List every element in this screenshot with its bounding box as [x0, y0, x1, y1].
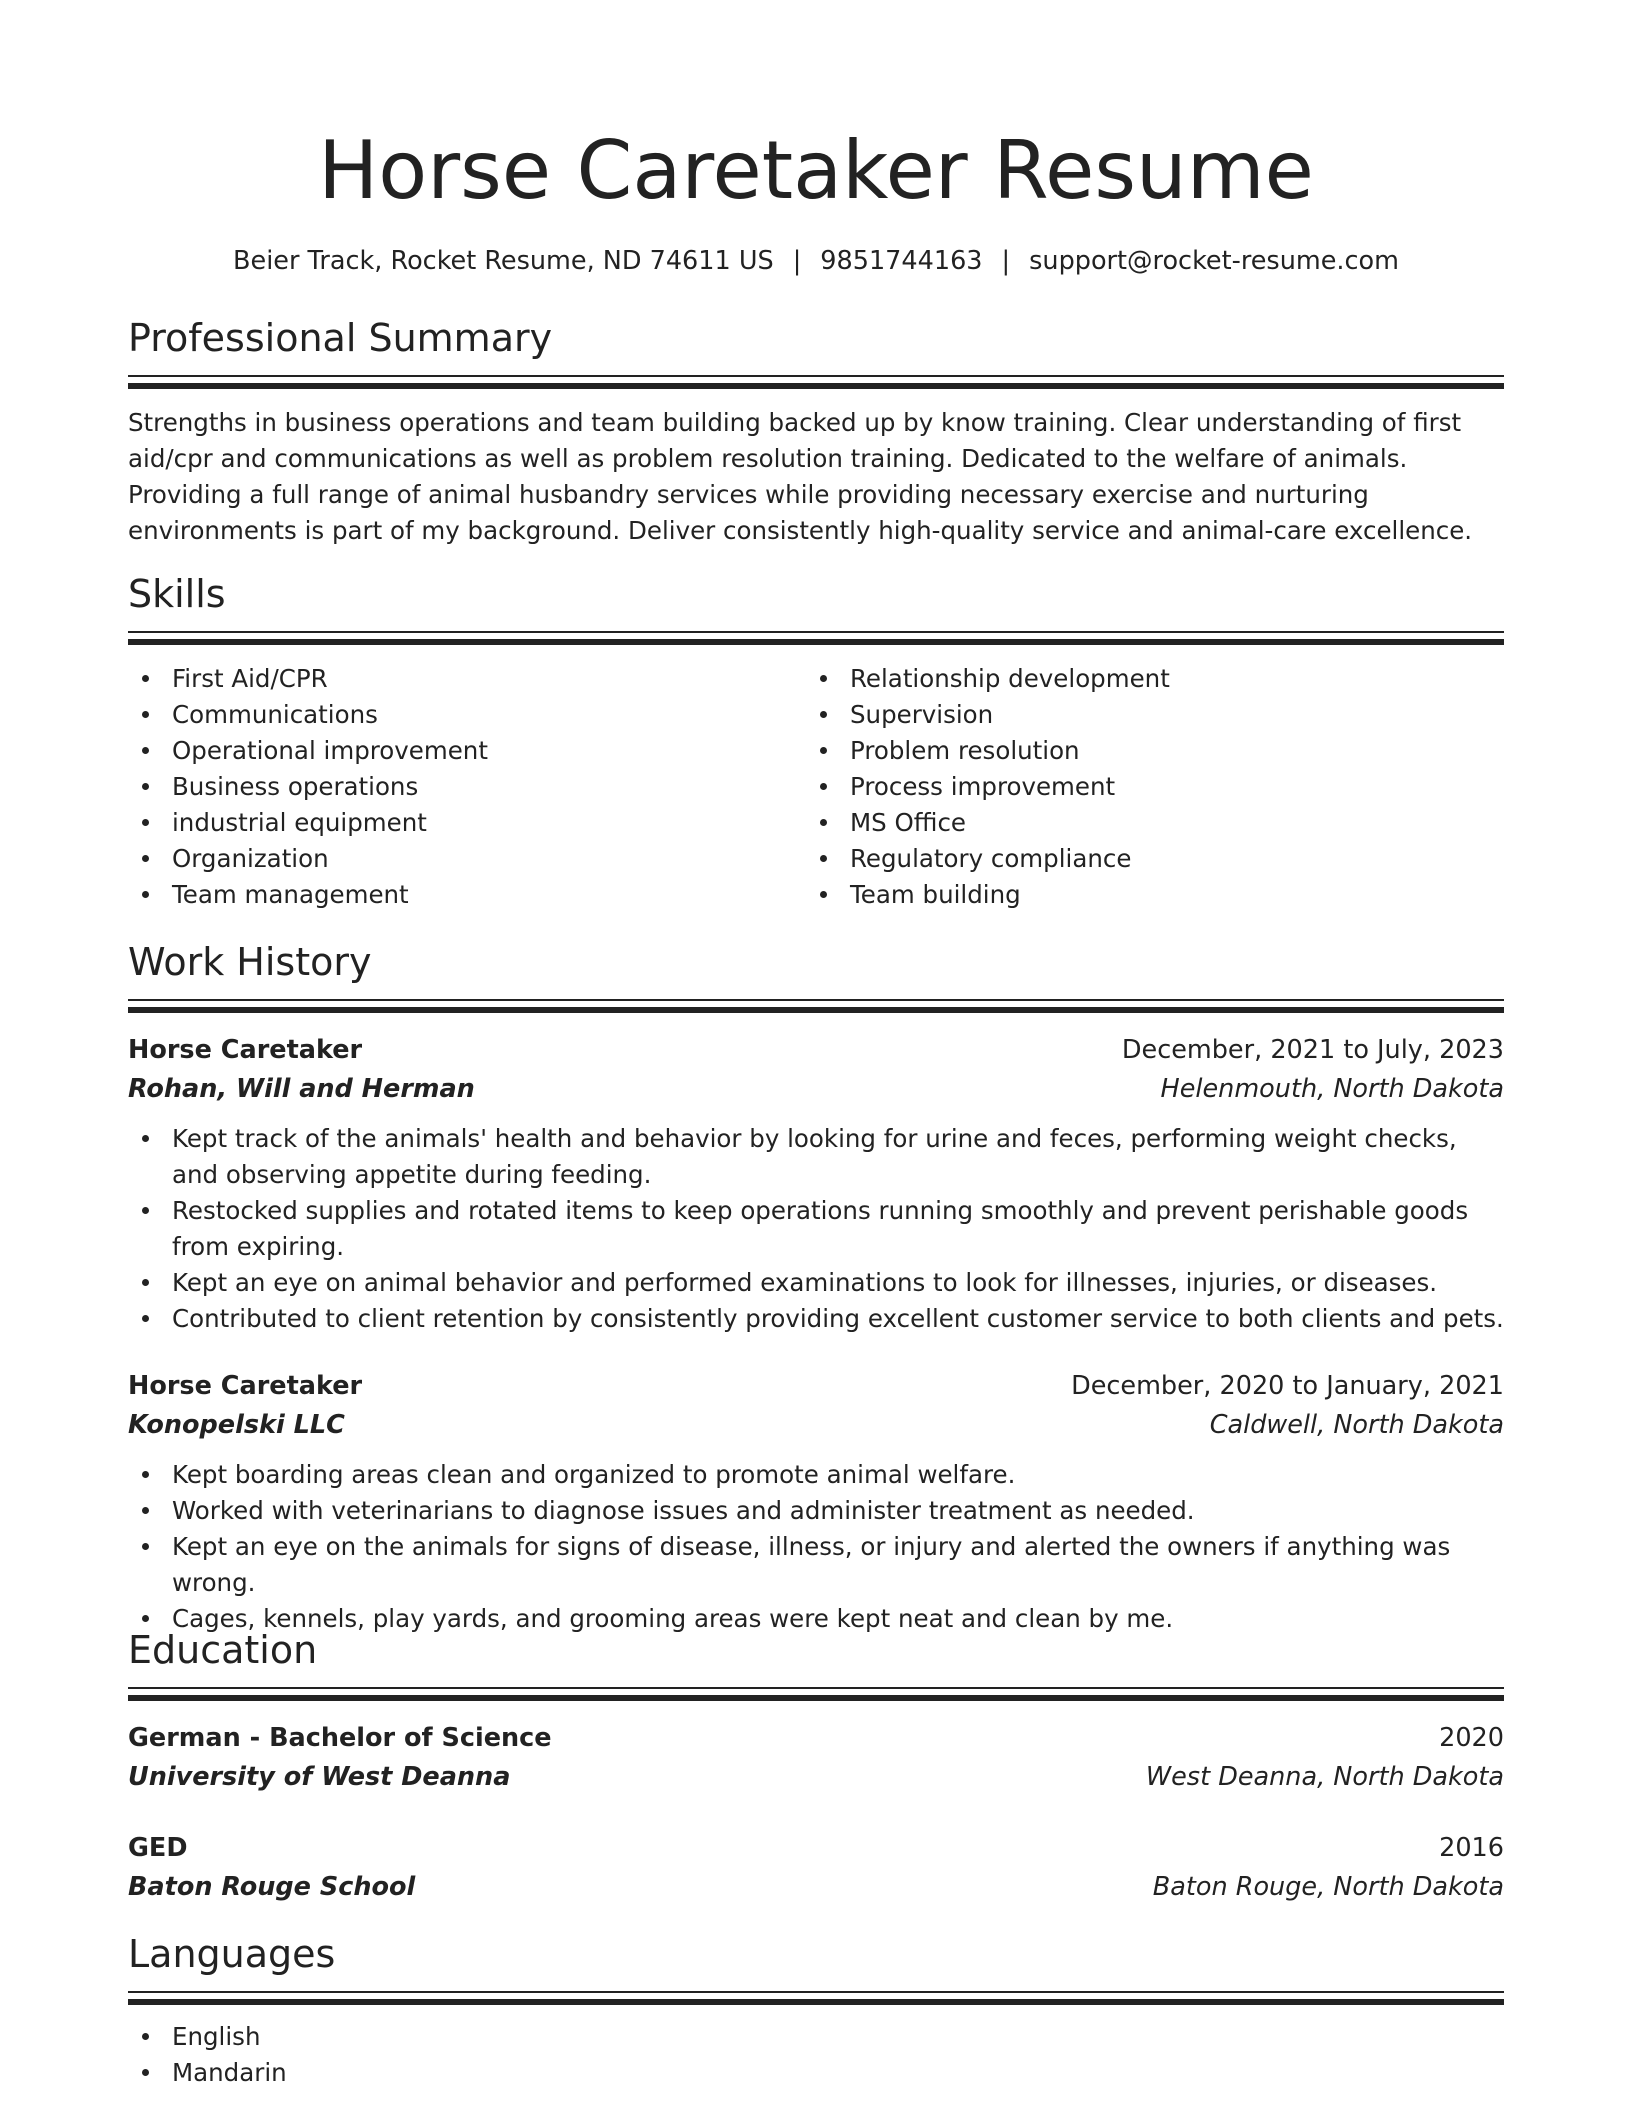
skill-item: Relationship development: [806, 661, 1484, 697]
job-location: Caldwell, North Dakota: [1209, 1410, 1504, 1440]
job-location: Helenmouth, North Dakota: [1160, 1074, 1504, 1104]
education-location: West Deanna, North Dakota: [1145, 1762, 1504, 1792]
skill-item: Team management: [128, 877, 806, 913]
job-entry: [128, 1031, 1504, 1337]
resume-title: Horse Caretaker Resume: [318, 124, 1314, 217]
skill-item: Team building: [806, 877, 1484, 913]
education-entry: [128, 1829, 1504, 1907]
contact-phone: 9851744163: [820, 246, 983, 276]
work-history-section: [128, 938, 1504, 1637]
section-divider: [128, 999, 1504, 1013]
section-title-skills: Skills: [128, 572, 226, 616]
job-bullet: Restocked supplies and rotated items to keep operations running smoothly and prevent perishable goods from expiring.: [128, 1193, 1504, 1265]
job-company: Konopelski LLC: [128, 1410, 345, 1440]
skill-item: MS Office: [806, 805, 1484, 841]
skill-item: Organization: [128, 841, 806, 877]
skill-item: industrial equipment: [128, 805, 806, 841]
section-title-summary: Professional Summary: [128, 316, 553, 360]
language-item: Mandarin: [128, 2055, 1504, 2091]
summary-section: [128, 314, 1504, 549]
job-company: Rohan, Will and Herman: [128, 1074, 475, 1104]
education-degree: German - Bachelor of Science: [128, 1723, 552, 1753]
education-header-row: [128, 1829, 1504, 1868]
job-entry: [128, 1367, 1504, 1637]
job-bullet: Worked with veterinarians to diagnose issues and administer treatment as needed.: [128, 1493, 1504, 1529]
job-header-row: [128, 1367, 1504, 1406]
section-title-work: Work History: [128, 940, 372, 984]
skill-item: Problem resolution: [806, 733, 1484, 769]
skill-item: Supervision: [806, 697, 1484, 733]
job-company-row: [128, 1406, 1504, 1445]
section-divider: [128, 375, 1504, 389]
job-bullets: [128, 1457, 1504, 1637]
skills-columns: [128, 661, 1504, 913]
job-bullet: Kept track of the animals' health and behavior by looking for urine and feces, performing weight checks, and observing appetite during feeding.: [128, 1121, 1504, 1193]
education-location: Baton Rouge, North Dakota: [1152, 1872, 1504, 1902]
skill-item: Regulatory compliance: [806, 841, 1484, 877]
section-title-education: Education: [128, 1628, 318, 1672]
education-year: 2020: [1439, 1723, 1504, 1753]
job-bullet: Kept an eye on the animals for signs of disease, illness, or injury and alerted the owners if anything was wrong.: [128, 1529, 1504, 1601]
languages-list: [128, 2019, 1504, 2091]
job-bullet: Cages, kennels, play yards, and grooming areas were kept neat and clean by me.: [128, 1601, 1504, 1637]
education-section: [128, 1626, 1504, 1907]
skill-item: Operational improvement: [128, 733, 806, 769]
job-title: Horse Caretaker: [128, 1035, 363, 1065]
skill-item: Business operations: [128, 769, 806, 805]
education-school: Baton Rouge School: [128, 1872, 416, 1902]
education-degree: GED: [128, 1833, 188, 1863]
skill-item: Communications: [128, 697, 806, 733]
contact-line: [128, 244, 1504, 278]
contact-separator: |: [792, 246, 802, 276]
skills-list-left: [128, 661, 806, 913]
skills-section: [128, 570, 1504, 913]
section-divider: [128, 631, 1504, 645]
job-bullet: Kept an eye on animal behavior and performed examinations to look for illnesses, injuries, or diseases.: [128, 1265, 1504, 1301]
resume-header: [128, 118, 1504, 278]
education-year: 2016: [1439, 1833, 1504, 1863]
section-title-languages: Languages: [128, 1932, 336, 1976]
job-dates: December, 2021 to July, 2023: [1121, 1035, 1504, 1065]
skill-item: Process improvement: [806, 769, 1484, 805]
job-title: Horse Caretaker: [128, 1371, 363, 1401]
contact-separator: |: [1001, 246, 1011, 276]
languages-section: [128, 1930, 1504, 2091]
job-header-row: [128, 1031, 1504, 1070]
education-header-row: [128, 1719, 1504, 1758]
education-entry: [128, 1719, 1504, 1797]
skill-item: First Aid/CPR: [128, 661, 806, 697]
job-dates: December, 2020 to January, 2021: [1071, 1371, 1504, 1401]
job-bullet: Contributed to client retention by consistently providing excellent customer service to both clients and pets.: [128, 1301, 1504, 1337]
contact-email[interactable]: support@rocket-resume.com: [1029, 246, 1399, 276]
education-school-row: [128, 1868, 1504, 1907]
language-item: English: [128, 2019, 1504, 2055]
skills-list-right: [806, 661, 1484, 913]
section-divider: [128, 1991, 1504, 2005]
summary-text: Strengths in business operations and team building backed up by know training. Clear understanding of first aid/cpr and communications as well as problem resolution training. Dedicated to the welfare of animals. Providing a full range of animal husbandry services while providing necessary exercise and nurturing environments is part of my background. Deliver consistently high-quality service and animal-care excellence.: [128, 408, 1473, 545]
job-bullet: Kept boarding areas clean and organized to promote animal welfare.: [128, 1457, 1504, 1493]
job-company-row: [128, 1070, 1504, 1109]
contact-address: Beier Track, Rocket Resume, ND 74611 US: [233, 246, 774, 276]
education-school: University of West Deanna: [128, 1762, 511, 1792]
job-bullets: [128, 1121, 1504, 1337]
education-school-row: [128, 1758, 1504, 1797]
section-divider: [128, 1687, 1504, 1701]
